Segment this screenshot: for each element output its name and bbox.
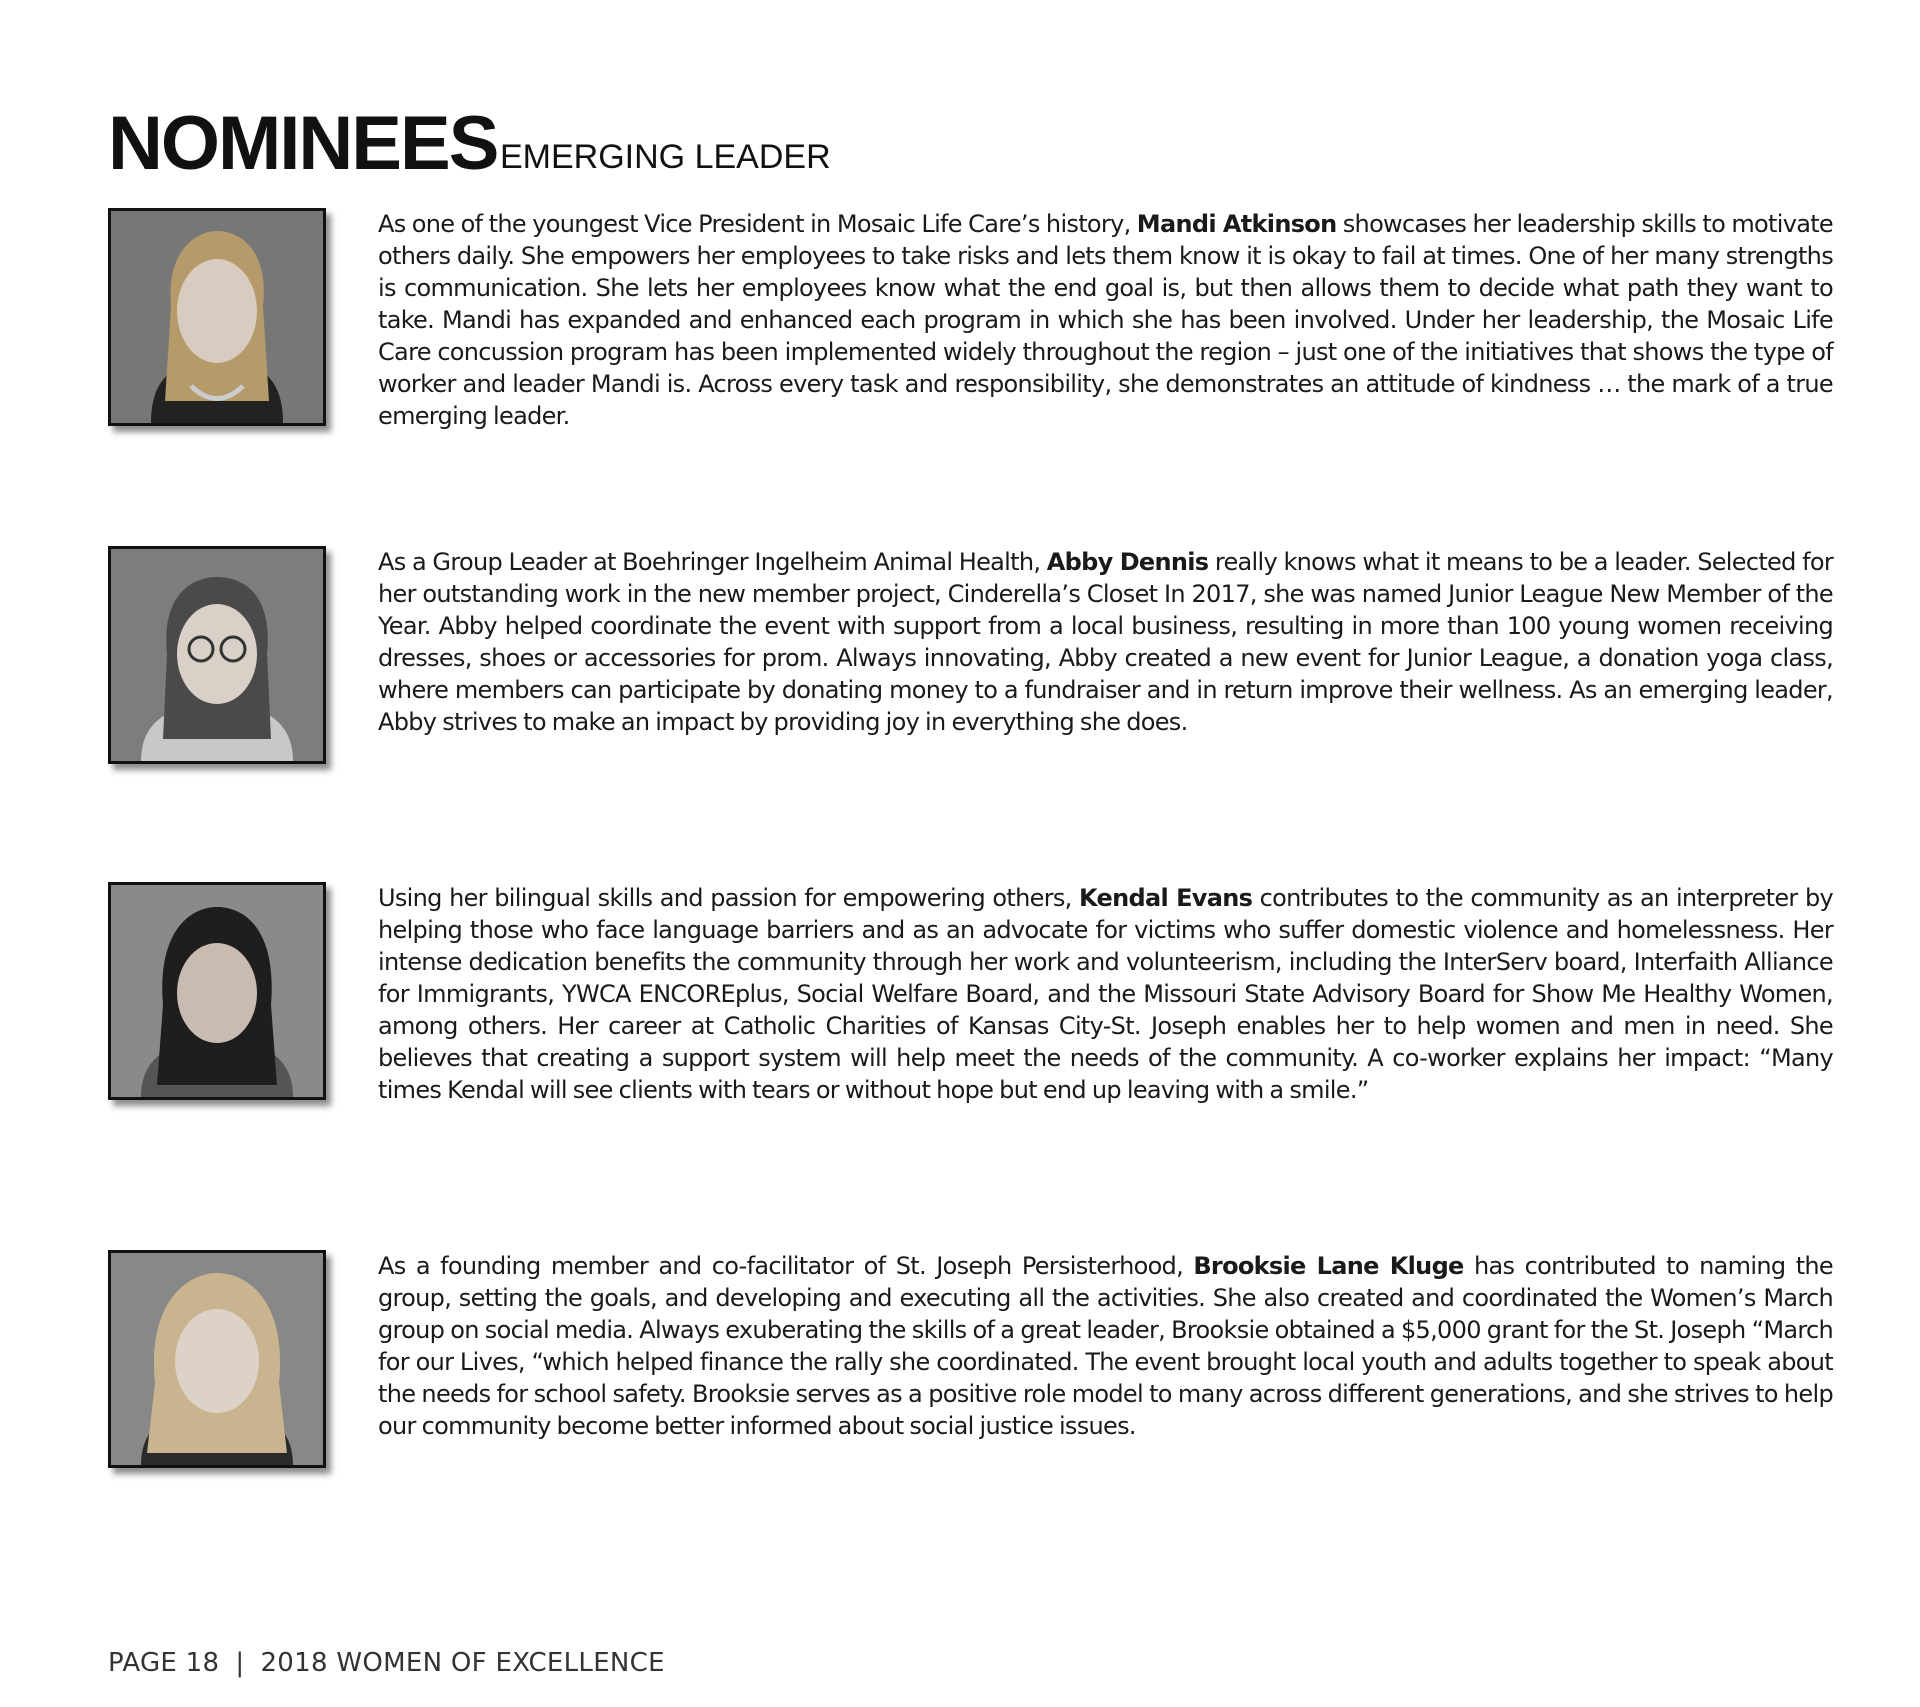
portrait-image: [111, 211, 323, 423]
bio-text: showcases her leadership skills to motivate others daily. She empowers her employees to take risks and lets them know it is okay to fail at times. One of her many strengths is communication. She lets her employees know what the end goal is, but then allows them to decide what path they want to take. Mandi has expanded and enhanced each program in which she has been involved. Under her leadership, the Mosaic Life Care concussion program has been implemented widely throughout the region – just one of the initiatives that shows the type of worker and leader Mandi is. Across every task and responsibility, she demonstrates an attitude of kindness … the mark of a true emerging leader.: [378, 210, 1833, 430]
nominee-bio: [378, 882, 1833, 1106]
nominee-photo: [108, 208, 326, 426]
page-number: PAGE 18: [108, 1648, 220, 1678]
portrait-image: [111, 549, 323, 761]
nominee-name: Brooksie Lane Kluge: [1193, 1252, 1464, 1280]
nominee-photo: [108, 1250, 326, 1468]
page-footer: [108, 1648, 665, 1678]
nominee-bio: [378, 546, 1833, 738]
portrait-image: [111, 885, 323, 1097]
footer-separator: |: [235, 1648, 245, 1678]
page-subtitle: EMERGING LEADER: [500, 138, 831, 176]
nominee-bio: [378, 1250, 1833, 1442]
nominee-name: Mandi Atkinson: [1136, 210, 1337, 238]
nominee-bio: [378, 208, 1833, 432]
bio-text: contributes to the community as an interpreter by helping those who face language barriers and as an advocate for victims who suffer domestic violence and homelessness. Her intense dedication benefits the community through her work and volunteerism, including the InterServ board, Interfaith Alliance for Immigrants, YWCA ENCOREplus, Social Welfare Board, and the Missouri State Advisory Board for Show Me Healthy Women, among others. Her career at Catholic Charities of Kansas City-St. Joseph enables her to help women and men in need. She believes that creating a support system will help meet the needs of the community. A co-worker explains her impact: “Many times Kendal will see clients with tears or without hope but end up leaving with a smile.”: [378, 884, 1834, 1104]
bio-text: has contributed to naming the group, setting the goals, and developing and executing all the activities. She also created and coordinated the Women’s March group on social media. Always exuberating the skills of a great leader, Brooksie obtained a $5,000 grant for the St. Joseph “March for our Lives, “which helped finance the rally she coordinated. The event brought local youth and adults together to speak about the needs for school safety. Brooksie serves as a positive role model to many across different generations, and she strives to help our community become better informed about social justice issues.: [378, 1252, 1833, 1440]
page-title: NOMINEES: [108, 101, 498, 186]
bio-text: As a founding member and co-facilitator of St. Joseph Persisterhood,: [378, 1252, 1194, 1280]
portrait-image: [111, 1253, 323, 1465]
nominee-photo: [108, 882, 326, 1100]
publication-title: 2018 WOMEN OF EXCELLENCE: [260, 1648, 665, 1678]
bio-text: really knows what it means to be a leader. Selected for her outstanding work in the new member project, Cinderella’s Closet In 2017, she was named Junior League New Member of the Year. Abby helped coordinate the event with support from a local business, resulting in more than 100 young women receiving dresses, shoes or accessories for prom. Always innovating, Abby created a new event for Junior League, a donation yoga class, where members can participate by donating money to a fundraiser and in return improve their wellness. As an emerging leader, Abby strives to make an impact by providing joy in everything she does.: [378, 548, 1833, 736]
nominee-name: Kendal Evans: [1079, 884, 1253, 912]
nominee-photo: [108, 546, 326, 764]
nominee-name: Abby Dennis: [1046, 548, 1209, 576]
bio-text: As a Group Leader at Boehringer Ingelheim Animal Health,: [378, 548, 1047, 576]
bio-text: As one of the youngest Vice President in Mosaic Life Care’s history,: [378, 210, 1137, 238]
bio-text: Using her bilingual skills and passion for empowering others,: [378, 884, 1080, 912]
